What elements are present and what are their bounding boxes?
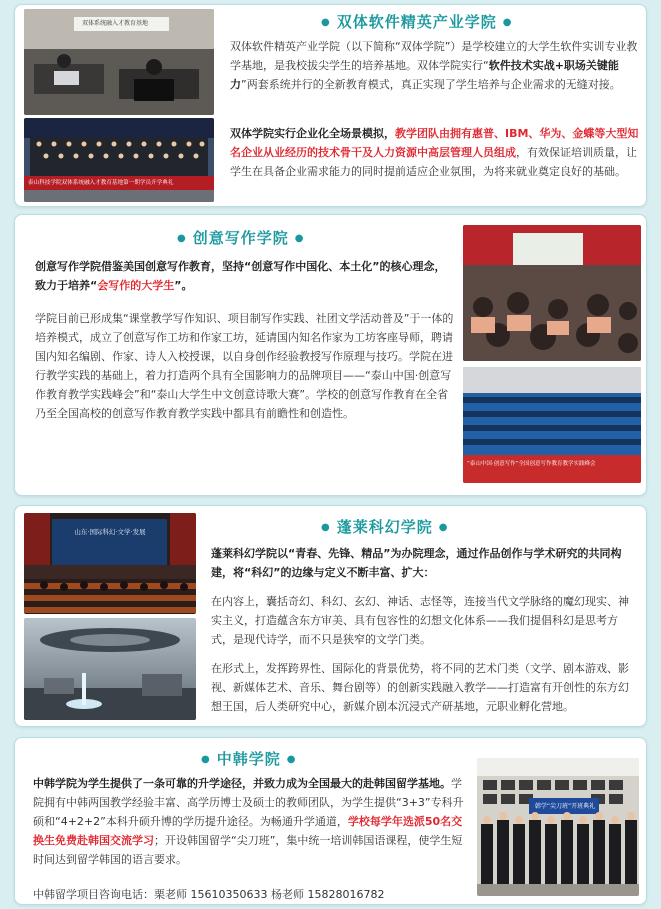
form-paragraph: 在形式上，发挥跨界性、国际化的背景优势，将不同的艺术门类（文学、剧本游戏、影视、新媒体艺术、音乐、舞台剧等）的创新实践融入教学——打造富有开创性的东方幻想王国，后人类研究中心，新媒介剧本沉浸式产研基地，元职业孵化营地。 [211,662,629,713]
contact-phone: 中韩留学项目咨询电话：栗老师 15610350633 杨老师 15828016782 [33,888,385,901]
scifi-forum-photo [24,513,196,614]
section-title: ● 创意写作学院 ● [177,229,305,247]
section-title: ● 中韩学院 ● [201,750,297,768]
seminar-photo [463,225,641,361]
office-training-photo [24,9,214,115]
section-creative-writing [14,214,647,496]
class-opening-photo [477,758,639,896]
section-sino-korean [14,737,647,905]
team-paragraph: 双体学院实行企业化全场景模拟，教学团队由拥有惠普、IBM、华为、金蝶等大型知名企业从业经历的技术骨干及人力资源中高层管理人员组成，有效保证培训质量，让学生在具备企业需求能力的同时提前适应企业氛围，为将来就业奠定良好的基础。 [230,127,639,178]
section-shuangti [14,4,647,207]
lead-paragraph: 蓬莱科幻学院以“青春、先锋、精品”为办院理念，通过作品创作与学术研究的共同构建，将“科幻”的边缘与定义不断丰富、扩大： [211,547,622,579]
intro-paragraph: 双体软件精英产业学院（以下简称“双体学院”）是学校建立的大学生软件实训专业教学基地，是我校拔尖学生的培养基地。双体学院实行“软件技术实战+职场关键能力”两套系统并行的全新教育模式，真正实现了学生培养与企业需求的无缝对接。 [230,40,638,91]
photo-banner: “泰山中国·创意写作”全国创意写作教育教学实践峰会 [467,461,596,467]
photo-sign: 双体系统融入才教育基地 [82,20,149,27]
section-title: ● 蓬莱科幻学院 ● [321,518,449,536]
scifi-artwork [24,618,196,720]
section-scifi [14,505,647,727]
body-paragraph: 学院目前已形成集“课堂教学写作知识、项目制写作实践、社团文学活动普及”于一体的培养模式，成立了创意写作工坊和作家工坊，延请国内知名作家为工坊客座导师，聘请国内知名编剧、作家、诗人入校授课，以自身创作经验教授写作原理与技巧。学院在进行教学实践的基础上，着力打造两个具有全国影响力的品牌项目——“泰山中国·创意写作教育教学实践峰会”和“泰山大学生中文创意诗歌大赛”。学校的创意写作教育在全省乃至全国高校的创意写作教育教学实践中都具有前瞻性和创造性。 [35,312,454,420]
content-paragraph: 在内容上，囊括奇幻、科幻、玄幻、神话、志怪等，连接当代文学脉络的魔幻现实、神实主义，打造蕴含东方审美、具有包容性的幻想文化体系——我们提倡科幻是思考方式，是现代诗学，而不只是狭窄的文学门类。 [211,595,629,646]
photo-banner: 韩学“尖刀班”开班典礼 [534,803,596,810]
summit-photo [463,367,641,483]
photo-banner: 泰山科技学院双体系统融入才教育基地第一期学员开学典礼 [28,180,174,186]
section-title: ● 双体软件精英产业学院 ● [321,13,513,31]
body-paragraph: 中韩学院为学生提供了一条可靠的升学途径，并致力成为全国最大的赴韩国留学基地。学院拥有中韩两国教学经验丰富、高学历博士及硕士的教师团队，为学生提供“3+3”专科升硕和“4+2+2”本科升硕升博的学历提升途径。为畅通升学通道，学校每学年选派50名交换生免费赴韩国交流学习；开设韩国留学“尖刀班”，集中统一培训韩国语课程，使学生短时间达到留学韩国的语言要求。 [33,777,464,866]
group-photo [24,118,214,202]
screen-text: 山东·国际科幻·文学·发展 [74,528,146,536]
lead-paragraph: 创意写作学院借鉴美国创意写作教育，坚持“创意写作中国化、本土化”的核心理念，致力于培养“会写作的大学生”。 [35,260,446,292]
